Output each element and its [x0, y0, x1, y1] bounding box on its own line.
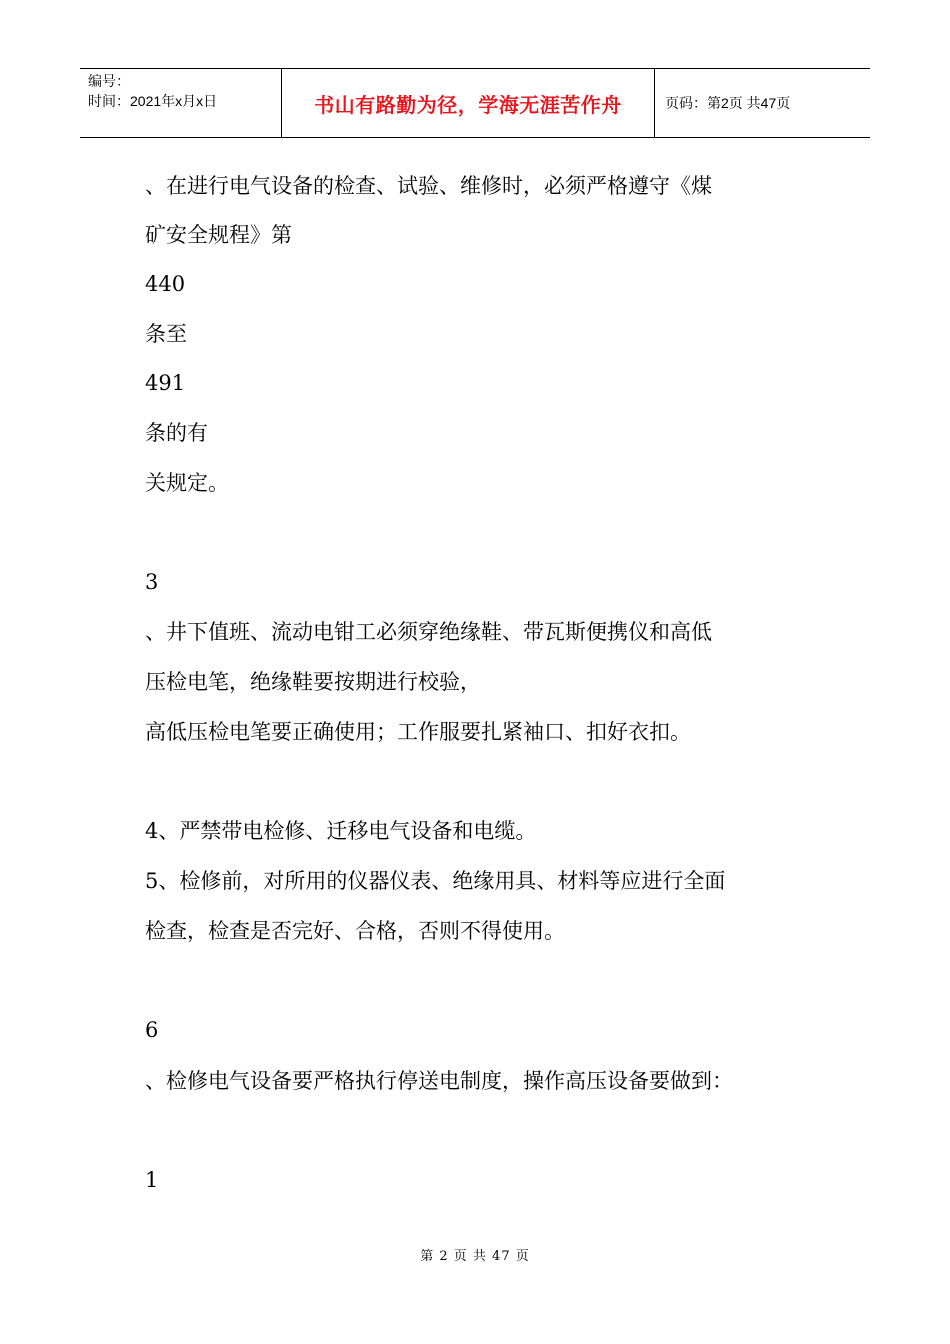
- header-meta: [80, 69, 282, 137]
- body-line: 、井下值班、流动电钳工必须穿绝缘鞋、带瓦斯便携仪和高低: [145, 620, 712, 644]
- body-line: 压检电笔，绝缘鞋要按期进行校验，: [145, 670, 481, 694]
- body-line: 矿安全规程》第: [145, 223, 292, 247]
- body-line: 条至: [145, 322, 187, 346]
- body-line: 440: [145, 272, 186, 296]
- body-line: 5、检修前，对所用的仪器仪表、绝缘用具、材料等应进行全面: [145, 869, 726, 893]
- page-footer: 第 2 页 共 47 页: [420, 1249, 530, 1264]
- page-header: [80, 68, 870, 138]
- body-line: 4、严禁带电检修、迁移电气设备和电缆。: [145, 819, 537, 843]
- body-line: 491: [145, 371, 186, 395]
- header-page-info: 页码：第2页 共47页: [665, 95, 791, 111]
- body-line: 条的有: [145, 421, 208, 445]
- body-line: 、在进行电气设备的检查、试验、维修时，必须严格遵守《煤: [145, 174, 712, 198]
- body-line: 高低压检电笔要正确使用；工作服要扎紧袖口、扣好衣扣。: [145, 720, 691, 744]
- body-line: 3: [145, 570, 159, 594]
- header-motto: 书山有路勤为径，学海无涯苦作舟: [282, 69, 655, 137]
- body-line: 1: [145, 1168, 159, 1192]
- body-line: 关规定。: [145, 471, 229, 495]
- body-line: 6: [145, 1018, 159, 1042]
- body-line: 检查，检查是否完好、合格，否则不得使用。: [145, 919, 565, 943]
- body-line: 、检修电气设备要严格执行停送电制度，操作高压设备要做到：: [145, 1069, 733, 1093]
- document-number-label: 编号：: [88, 73, 130, 89]
- document-date-label: 时间：2021年x月x日: [88, 93, 218, 109]
